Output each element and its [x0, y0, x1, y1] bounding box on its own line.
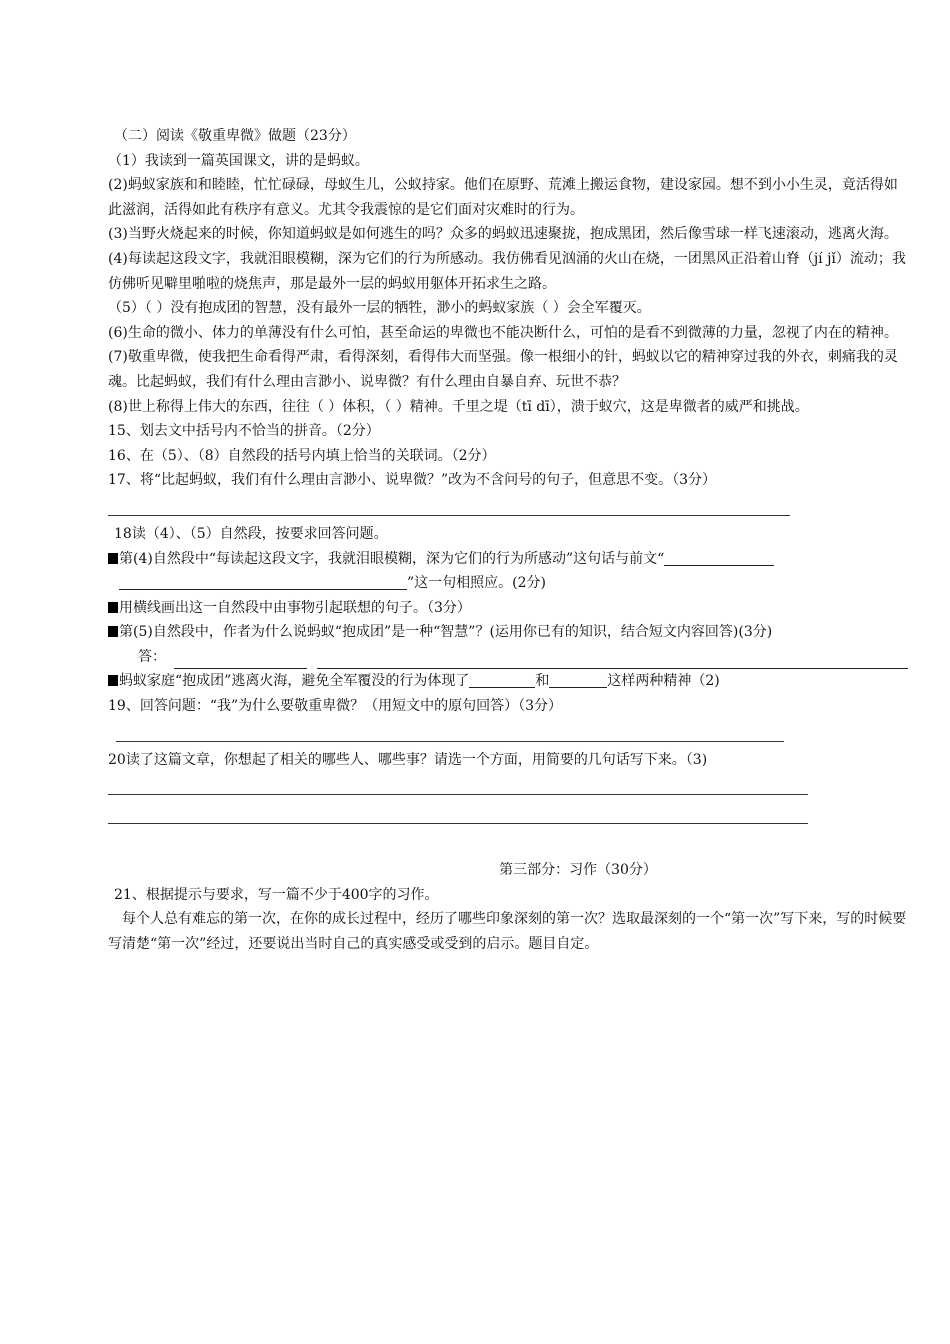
paragraph-2: (2)蚂蚁家族和和睦睦，忙忙碌碌，母蚁生儿，公蚁持家。他们在原野、荒滩上搬运食物，建设家园。想不到小小生灵，竟活得如此滋润，活得如此有秩序有意义。尤其令我震惊的是它们面对灾难时的行为。 — [108, 177, 898, 218]
question-18-part-3-text: 第(5)自然段中，作者为什么说蚂蚁“抱成团”是一种“智慧”？(运用你已有的知识，结合短文内容回答)(3分) — [119, 624, 773, 641]
answer-line-17[interactable] — [108, 493, 790, 516]
answer-blank-18-3b[interactable] — [317, 651, 908, 669]
answer-blank-18-1b[interactable] — [119, 572, 407, 590]
question-16: 16、在（5）、（8）自然段的括号内填上恰当的关联词。（2分） — [108, 447, 496, 464]
question-21-prompt: 每个人总有难忘的第一次，在你的成长过程中，经历了哪些印象深刻的第一次？选取最深刻的一个“第一次”写下来，写的时候要写清楚“第一次”经过，还要说出当时自己的真实感受或受到的启示。题目自定。 — [108, 911, 907, 953]
question-21: 21、根据提示与要求，写一篇不少于400字的习作。 — [114, 886, 439, 903]
question-18-part-2-text: 用横线画出这一自然段中由事物引起联想的句子。（3分） — [119, 599, 471, 616]
question-18-part-4-and: 和 — [535, 673, 550, 690]
bullet-square-icon — [108, 626, 118, 637]
paragraph-6: (6)生命的微小、体力的单薄没有什么可怕，甚至命运的卑微也不能决断什么，可怕的是看不到微薄的力量，忽视了内在的精神。 — [108, 324, 898, 341]
answer-line-20b[interactable] — [108, 801, 808, 824]
question-18-part-2 — [108, 596, 908, 621]
question-18: 18读（4）、（5）自然段，按要求回答问题。 — [114, 525, 388, 542]
question-18-part-1-suffix: ”这一句相照应。(2分) — [407, 575, 546, 592]
paragraph-4: (4)每读起这段文字，我就泪眼模糊，深为它们的行为所感动。我仿佛看见汹涌的火山在烧，一团黑风正沿着山脊（jí jǐ）流动；我仿佛听见噼里啪啦的烧焦声，那是最外一层的蚂蚁用躯体开拓求生之路。 — [108, 250, 906, 292]
answer-line-19[interactable] — [116, 719, 784, 742]
paragraph-7: (7)敬重卑微，使我把生命看得严肃，看得深刻，看得伟大而坚强。像一根细小的针，蚂蚁以它的精神穿过我的外衣，刺痛我的灵魂。比起蚂蚁，我们有什么理由言渺小、说卑微？有什么理由自暴自弃、玩世不恭？ — [108, 349, 898, 390]
bullet-square-icon — [108, 602, 118, 613]
bullet-square-icon — [108, 675, 118, 686]
question-18-part-4-text — [119, 669, 720, 694]
question-19: 19、回答问题：“我”为什么要敬重卑微？（用短文中的原句回答）（3分） — [108, 698, 563, 715]
answer-label: 答： — [138, 648, 166, 665]
paragraph-3: (3)当野火烧起来的时候，你知道蚂蚁是如何逃生的吗？众多的蚂蚁迅速聚拢，抱成黑团，然后像雪球一样飞速滚动，逃离火海。 — [108, 226, 898, 243]
paragraph-8: (8)世上称得上伟大的东西，往往（ ）体积，（ ）精神。千里之堤（tī dī），溃于蚁穴，这是卑微者的威严和挑战。 — [108, 398, 809, 415]
question-18-part-4-suffix: 这样两种精神（2) — [607, 673, 720, 690]
question-18-part-4-prefix: 蚂蚁家庭“抱成团”逃离火海，避免全军覆没的行为体现了 — [119, 673, 470, 690]
bullet-square-icon — [108, 553, 118, 564]
answer-row-18-3 — [108, 645, 908, 670]
part-3-title: 第三部分：习作（30分） — [499, 862, 657, 879]
question-18-part-4 — [108, 669, 908, 694]
question-18-part-1-prefix: 第(4)自然段中“每读起这段文字，我就泪眼模糊，深为它们的行为所感动”这句话与前文“ — [119, 550, 665, 567]
reading-heading: （二）阅读《敬重卑微》做题（23分） — [114, 128, 356, 144]
question-18-part-1 — [108, 547, 908, 596]
question-20: 20读了这篇文章，你想起了相关的哪些人、哪些事？请选一个方面，用简要的几句话写下来。（3) — [108, 751, 708, 768]
document-content — [108, 124, 908, 957]
paragraph-1: （1）我读到一篇英国课文，讲的是蚂蚁。 — [108, 152, 369, 169]
question-15: 15、划去文中括号内不恰当的拼音。（2分） — [108, 423, 380, 440]
answer-blank-18-4b[interactable] — [549, 670, 607, 688]
answer-blank-18-3a[interactable] — [174, 651, 307, 669]
question-18-part-1-text — [119, 547, 908, 596]
paragraph-5: （5）（ ）没有抱成团的智慧，没有最外一层的牺牲，渺小的蚂蚁家族（ ）会全军覆灭。 — [108, 300, 651, 317]
answer-blank-18-4a[interactable] — [469, 670, 535, 688]
question-18-part-3 — [108, 620, 908, 645]
question-17: 17、将“比起蚂蚁，我们有什么理由言渺小、说卑微？”改为不含问号的句子，但意思不变。（3分） — [108, 472, 717, 489]
answer-blank-18-1a[interactable] — [664, 548, 774, 566]
answer-line-20a[interactable] — [108, 772, 808, 795]
